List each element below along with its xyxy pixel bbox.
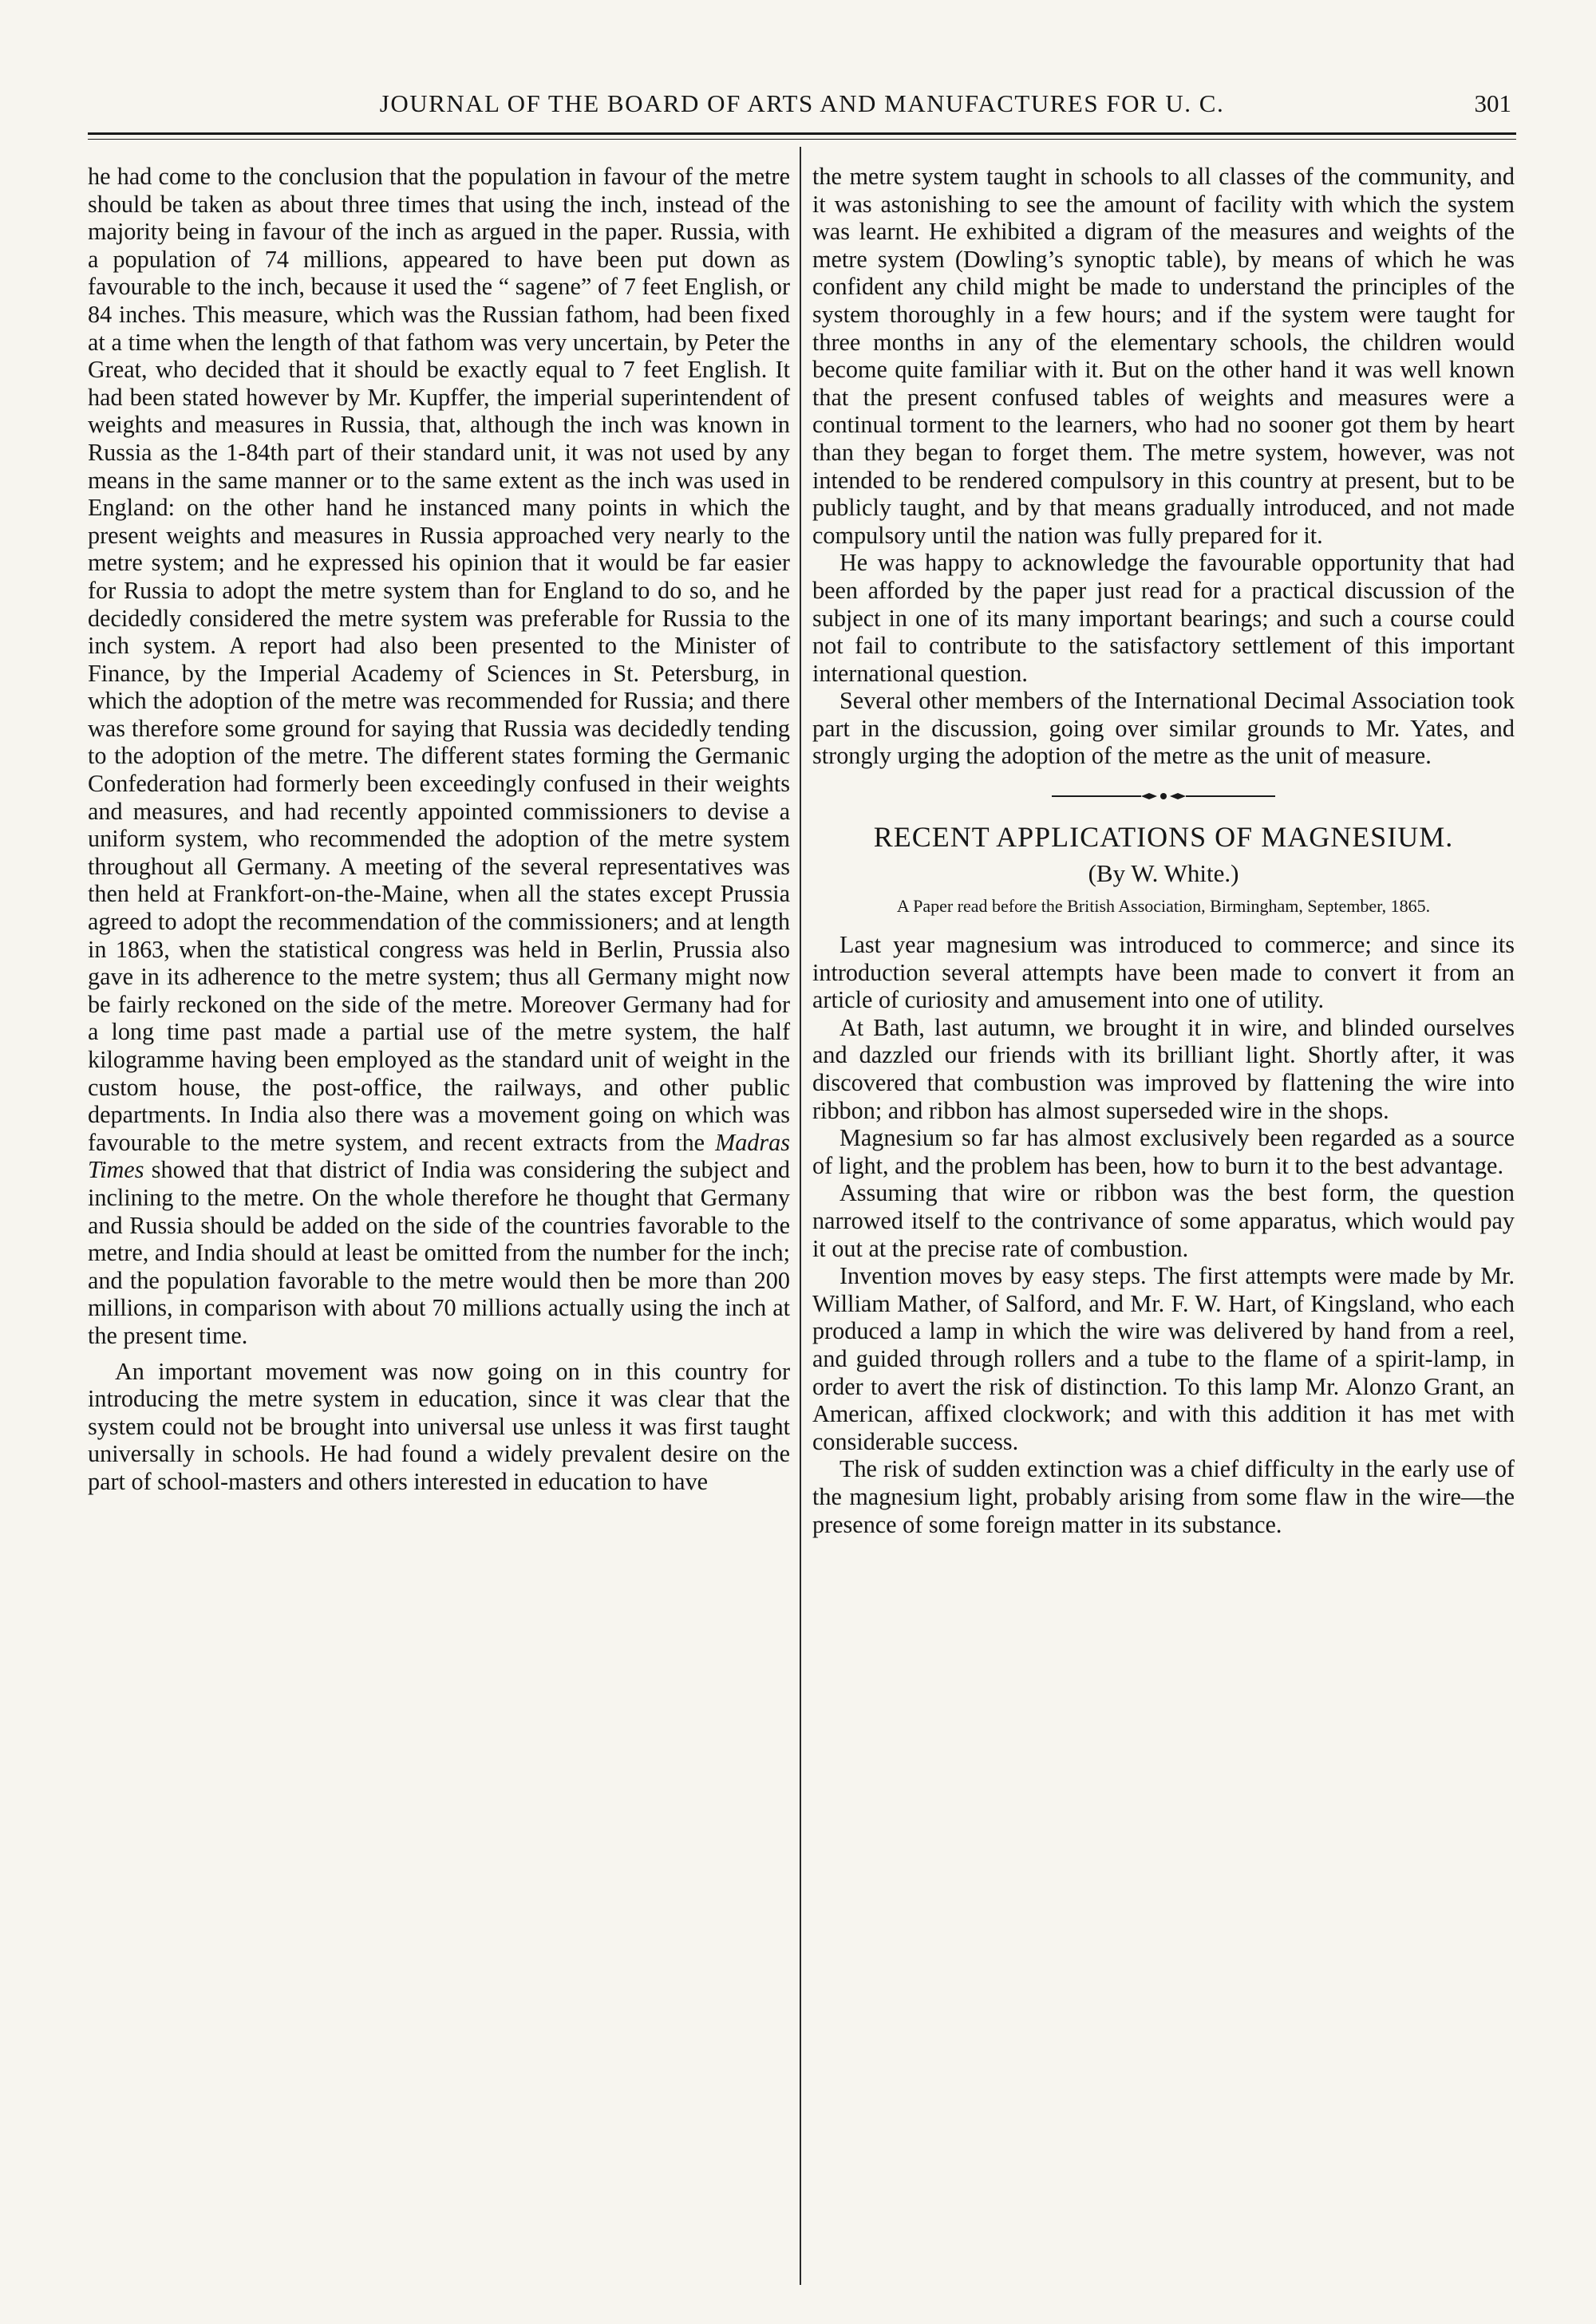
header-rule-thin bbox=[88, 139, 1516, 140]
article-byline: (By W. White.) bbox=[1088, 859, 1239, 888]
section-ornament bbox=[1052, 791, 1275, 802]
article-paragraph-3: Magnesium so far has almost exclusively been regarded as a source of light, and the problem has been, how to burn it to the best advantage. bbox=[812, 1124, 1515, 1179]
article-paragraph-5: Invention moves by easy steps. The first attempts were made by Mr. William Mather, of Salford, and Mr. F. W. Hart, of Kingsland, who each produced a lamp in which the wire was delivered by hand from a reel, and guided through rollers and a tube to the flame of a spirit-lamp, in order to avert the risk of distinction. To this lamp Mr. Alonzo Grant, an American, affixed clockwork; and with this addition it has met with considerable success. bbox=[812, 1262, 1515, 1455]
article-paragraph-6: The risk of sudden extinction was a chief difficulty in the early use of the magnesium light, probably arising from some flaw in the wire—the presence of some foreign matter in its substance. bbox=[812, 1455, 1515, 1538]
left-column bbox=[88, 163, 790, 1496]
right-paragraph-1: the metre system taught in schools to all classes of the community, and it was astonishing to see the amount of facility with which the system was learnt. He exhibited a digram of the measures and weights of the metre system (Dowling’s synoptic table), by means of which he was confident any child might be made to understand the principles of the system thoroughly in a few hours; and if the system were taught for three months in any of the elementary schools, the children would become quite familiar with it. But on the other hand it was well known that the present confused tables of weights and measures were a continual torment to the learners, who had no sooner got them by heart than they began to forget them. The metre system, however, was not intended to be rendered compulsory in this country at present, but to be publicly taught, and by that means gradually introduced, and not made compulsory until the nation was fully prepared for it. bbox=[812, 163, 1515, 549]
article-source-note: A Paper read before the British Association, Birmingham, September, 1865. bbox=[896, 896, 1431, 917]
left-paragraph-1-end: showed that that district of India was considering the subject and inclining to the metre. On the whole therefore he thought that Germany and Russia should be added on the side of the countries favorable to the metre, and India should at least be omitted from the number for the inch; and the population favorable to the metre would then be more than 200 millions, in comparison with about 70 millions actually using the inch at the present time. bbox=[88, 1156, 790, 1349]
column-divider bbox=[800, 147, 801, 2285]
header-rule-thick bbox=[88, 132, 1516, 135]
right-paragraph-3: Several other members of the International Decimal Association took part in the discussion, going over similar grounds to Mr. Yates, and strongly urging the adoption of the metre as the unit of measure. bbox=[812, 687, 1515, 770]
running-header bbox=[88, 86, 1516, 124]
right-column bbox=[812, 163, 1515, 1538]
left-paragraph-1 bbox=[88, 163, 790, 1350]
journal-title: JOURNAL OF THE BOARD OF ARTS AND MANUFACTURES FOR U. C. bbox=[379, 89, 1225, 117]
article-title: RECENT APPLICATIONS OF MAGNESIUM. bbox=[873, 821, 1454, 854]
article-paragraph-4: Assuming that wire or ribbon was the best form, the question narrowed itself to the contrivance of some apparatus, which would pay it out at the precise rate of combustion. bbox=[812, 1179, 1515, 1262]
left-paragraph-2: An important movement was now going on in this country for introducing the metre system in education, since it was clear that the system could not be brought into universal use unless it was first taught universally in schools. He had found a widely prevalent desire on the part of school-masters and others interested in education to have bbox=[88, 1357, 790, 1495]
page-number: 301 bbox=[1474, 89, 1511, 117]
article-paragraph-2: At Bath, last autumn, we brought it in wire, and blinded ourselves and dazzled our friends with its brilliant light. Shortly after, it was discovered that combustion was improved by flattening the wire into ribbon; and ribbon has almost superseded wire in the shops. bbox=[812, 1013, 1515, 1124]
left-paragraph-1-text: he had come to the conclusion that the population in favour of the metre should be taken as about three times that using the inch, instead of the majority being in favour of the inch as argued in the paper. Russia, with a population of 74 millions, appeared to have been put down as favourable to the inch, because it used the “ sagene” of 7 feet English, or 84 inches. This measure, which was the Russian fathom, had been fixed at a time when the length of that fathom was very uncertain, by Peter the Great, who decided that it should be exactly equal to 7 feet English. It had been stated however by Mr. Kupffer, the imperial superintendent of weights and measures in Russia, that, although the inch was known in Russia as the 1-84th part of their standard unit, it was not used by any means in the same manner or to the same extent as the inch was used in England: on the other hand he instanced many points in which the present weights and measures in Russia approached very nearly to the metre system; and he expressed his opinion that it would be far easier for Russia to adopt the metre system than for England to do so, and he decidedly considered the metre system was preferable for Russia to the inch system. A report had also been presented to the Minister of Finance, by the Imperial Academy of Sciences in St. Petersburg, in which the adoption of the metre was recommended for Russia; and there was therefore some ground for saying that Russia was decidedly tending to the adoption of the metre. The different states forming the Germanic Confederation had formerly been exceedingly confused in their weights and measures, and had recently appointed commissioners to devise a uniform system, who recommended the adoption of the metre system throughout all Germany. A meeting of the several representatives was then held at Frankfort-on-the-Maine, when all the states except Prussia agreed to adopt the recommendation of the commissioners; and at length in 1863, when the statistical congress was held in Berlin, Prussia also gave in its adherence to the metre system; thus all Germany might now be fairly reckoned on the side of the metre. Moreover Germany had for a long time past made a partial use of the metre system, the half kilogramme having been employed as the standard unit of weight in the custom house, the post-office, the railways, and other public departments. In India also there was a movement going on which was favourable to the metre system, and recent extracts from the bbox=[88, 163, 790, 1156]
madras-times-title: Madras Times bbox=[88, 1128, 790, 1184]
article-paragraph-1: Last year magnesium was introduced to commerce; and since its introduction several attempts have been made to convert it from an article of curiosity and amusement into one of utility. bbox=[812, 931, 1515, 1014]
right-paragraph-2: He was happy to acknowledge the favourable opportunity that had been afforded by the paper just read for a practical discussion of the subject in one of its many important bearings; and such a course could not fail to contribute to the satisfactory settlement of this important international question. bbox=[812, 549, 1515, 687]
